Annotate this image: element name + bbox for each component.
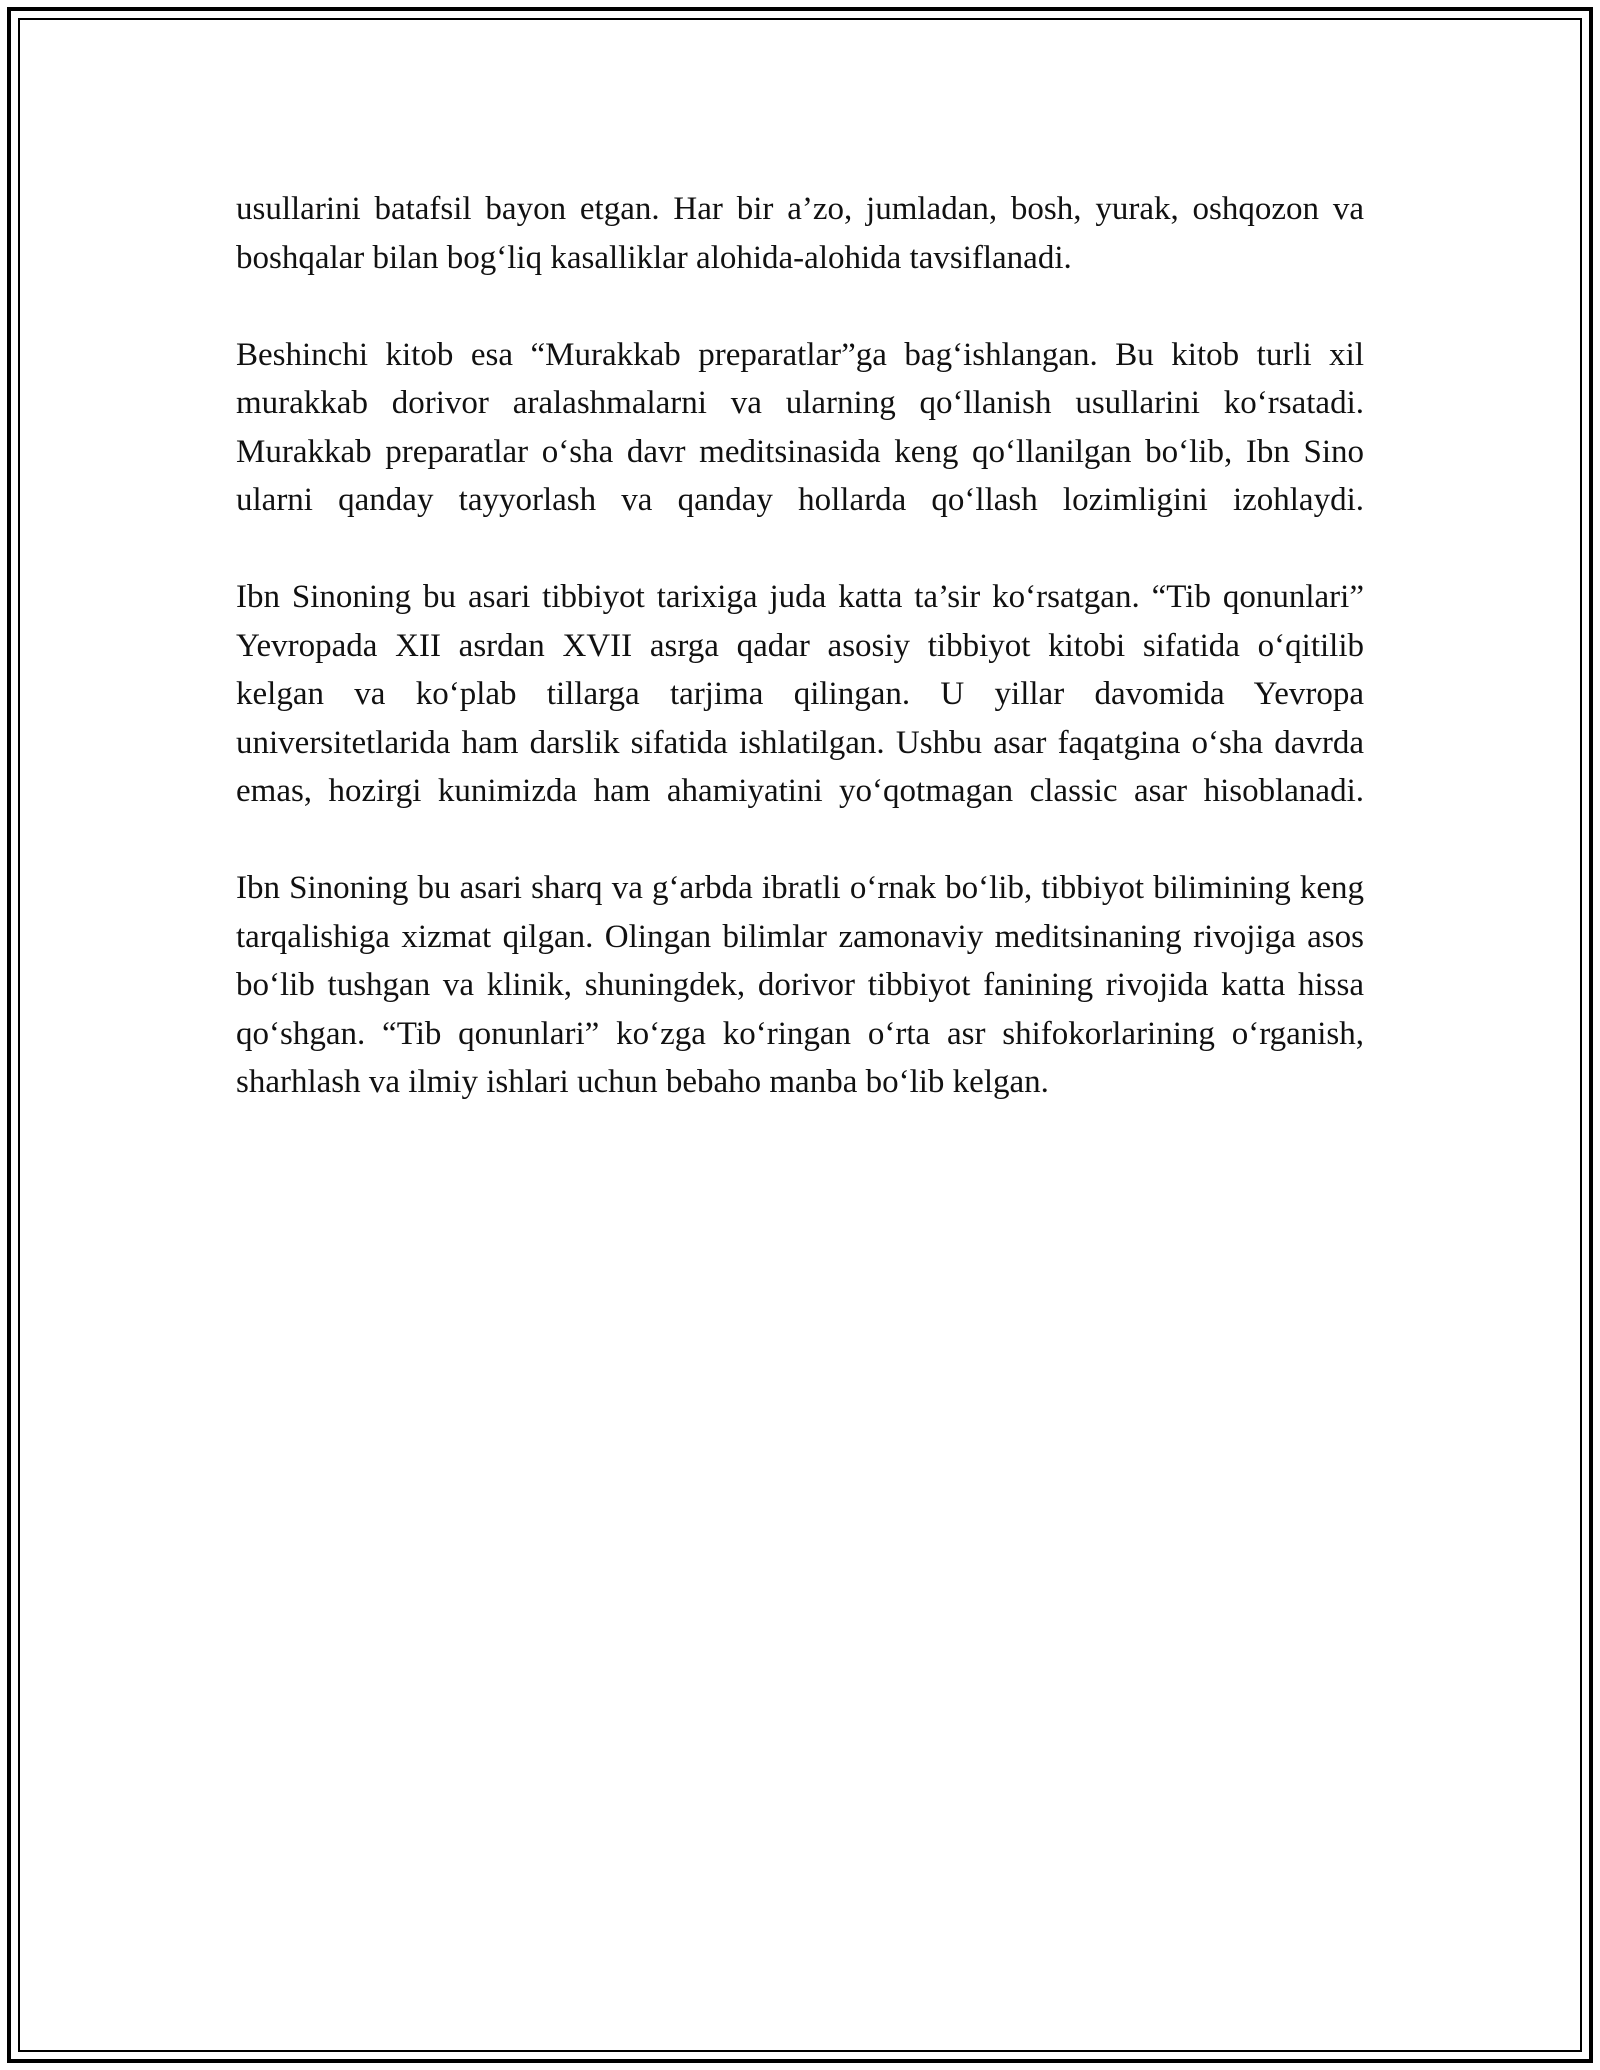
paragraph-2: Beshinchi kitob esa “Murakkab preparatlar”ga bag‘ishlangan. Bu kitob turli xil murakkab dorivor aralashmalarni va ularning qo‘llanish usullarini ko‘rsatadi. Murakkab preparatlar o‘sha davr meditsinasida keng qo‘llanilgan bo‘lib, Ibn Sino ularni qanday tayyorlash va qanday hollarda qo‘llash lozimligini izohlaydi. [236, 336, 1364, 518]
document-body [236, 185, 1364, 1155]
paragraph-4: Ibn Sinoning bu asari sharq va g‘arbda ibratli o‘rnak bo‘lib, tibbiyot bilimining keng tarqalishiga xizmat qilgan. Olingan bilimlar zamonaviy meditsinaning rivojiga asos bo‘lib tushgan va klinik, shuningdek, dorivor tibbiyot fanining rivojida katta hissa qo‘shgan. “Tib qonunlari” ko‘zga ko‘ringan o‘rta asr shifokorlarining o‘rganish, sharhlash va ilmiy ishlari uchun bebaho manba bo‘lib kelgan. [236, 870, 1364, 1100]
paragraph-1: usullarini batafsil bayon etgan. Har bir a’zo, jumladan, bosh, yurak, oshqozon va boshqalar bilan bog‘liq kasalliklar alohida-alohida tavsiflanadi. [236, 191, 1364, 276]
paragraph-3: Ibn Sinoning bu asari tibbiyot tarixiga juda katta ta’sir ko‘rsatgan. “Tib qonunlari” Yevropada XII asrdan XVII asrga qadar asosiy tibbiyot kitobi sifatida o‘qitilib kelgan va ko‘plab tillarga tarjima qilingan. U yillar davomida Yevropa universitetlarida ham darslik sifatida ishlatilgan. Ushbu asar faqatgina o‘sha davrda emas, hozirgi kunimizda ham ahamiyatini yo‘qotmagan classic asar hisoblanadi. [236, 579, 1364, 809]
